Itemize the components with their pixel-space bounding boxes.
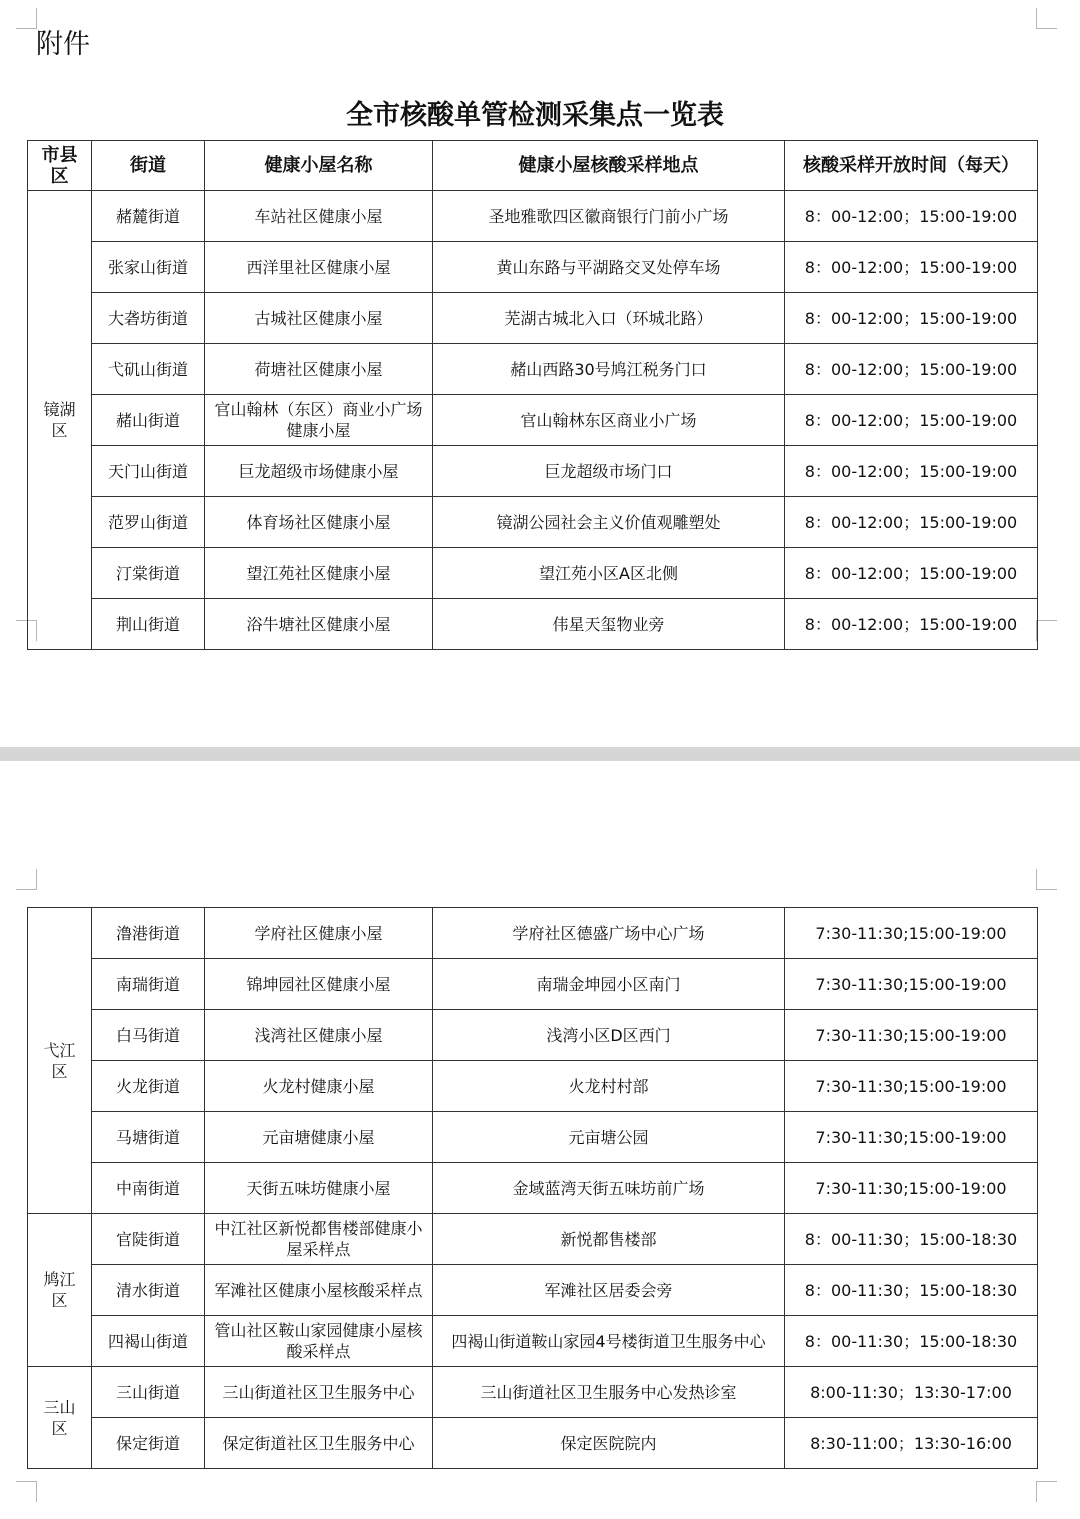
- table-row: [28, 1214, 1038, 1265]
- hut-name-cell: 中江社区新悦都售楼部健康小屋采样点: [205, 1214, 433, 1265]
- location-cell: 巨龙超级市场门口: [433, 446, 785, 497]
- attachment-label: 附件: [36, 29, 90, 60]
- sampling-points-table: [27, 140, 1038, 650]
- location-cell: 新悦都售楼部: [433, 1214, 785, 1265]
- hours-cell: 8：00-12:00；15:00-19:00: [785, 548, 1038, 599]
- street-cell: 澛港街道: [92, 908, 205, 959]
- street-cell: 荆山街道: [92, 599, 205, 650]
- table-row: [28, 1265, 1038, 1316]
- location-cell: 火龙村村部: [433, 1061, 785, 1112]
- hut-name-cell: 官山翰林（东区）商业小广场健康小屋: [205, 395, 433, 446]
- page-separator: [0, 747, 1080, 761]
- hut-name-cell: 军滩社区健康小屋核酸采样点: [205, 1265, 433, 1316]
- street-cell: 弋矶山街道: [92, 344, 205, 395]
- table-row: [28, 908, 1038, 959]
- street-cell: 汀棠街道: [92, 548, 205, 599]
- street-cell: 中南街道: [92, 1163, 205, 1214]
- hours-cell: 8：00-12:00；15:00-19:00: [785, 446, 1038, 497]
- street-cell: 赭山街道: [92, 395, 205, 446]
- header-hut-name: 健康小屋名称: [205, 141, 433, 191]
- table-row: [28, 446, 1038, 497]
- hut-name-cell: 体育场社区健康小屋: [205, 497, 433, 548]
- street-cell: 张家山街道: [92, 242, 205, 293]
- location-cell: 芜湖古城北入口（环城北路）: [433, 293, 785, 344]
- sampling-points-table-continued: [27, 907, 1038, 1469]
- header-street: 街道: [92, 141, 205, 191]
- street-cell: 范罗山街道: [92, 497, 205, 548]
- hut-name-cell: 巨龙超级市场健康小屋: [205, 446, 433, 497]
- hut-name-cell: 学府社区健康小屋: [205, 908, 433, 959]
- location-cell: 保定医院院内: [433, 1418, 785, 1469]
- hours-cell: 8:00-11:30；13:30-17:00: [785, 1367, 1038, 1418]
- table-row: [28, 1418, 1038, 1469]
- hours-cell: 8：00-12:00；15:00-19:00: [785, 497, 1038, 548]
- hut-name-cell: 荷塘社区健康小屋: [205, 344, 433, 395]
- hut-name-cell: 三山街道社区卫生服务中心: [205, 1367, 433, 1418]
- street-cell: 清水街道: [92, 1265, 205, 1316]
- district-cell: 三山区: [28, 1367, 92, 1469]
- hours-cell: 8：00-12:00；15:00-19:00: [785, 344, 1038, 395]
- street-cell: 马塘街道: [92, 1112, 205, 1163]
- hours-cell: 8：00-11:30；15:00-18:30: [785, 1265, 1038, 1316]
- hours-cell: 8：00-12:00；15:00-19:00: [785, 395, 1038, 446]
- hut-name-cell: 锦坤园社区健康小屋: [205, 959, 433, 1010]
- hut-name-cell: 火龙村健康小屋: [205, 1061, 433, 1112]
- location-cell: 伟星天玺物业旁: [433, 599, 785, 650]
- location-cell: 官山翰林东区商业小广场: [433, 395, 785, 446]
- hut-name-cell: 天街五味坊健康小屋: [205, 1163, 433, 1214]
- hours-cell: 8：00-12:00；15:00-19:00: [785, 191, 1038, 242]
- table-body-page-2: [28, 908, 1038, 1469]
- table-row: [28, 1010, 1038, 1061]
- hut-name-cell: 望江苑社区健康小屋: [205, 548, 433, 599]
- table-row: [28, 1163, 1038, 1214]
- street-cell: 三山街道: [92, 1367, 205, 1418]
- district-cell: 镜湖区: [28, 191, 92, 650]
- table-body-page-1: [28, 191, 1038, 650]
- table-row: [28, 497, 1038, 548]
- table-row: [28, 959, 1038, 1010]
- table-row: [28, 1316, 1038, 1367]
- location-cell: 望江苑小区A区北侧: [433, 548, 785, 599]
- location-cell: 四褐山街道鞍山家园4号楼街道卫生服务中心: [433, 1316, 785, 1367]
- table-row: [28, 242, 1038, 293]
- document-page-1: [0, 0, 1080, 747]
- table-row: [28, 293, 1038, 344]
- hut-name-cell: 管山社区鞍山家园健康小屋核酸采样点: [205, 1316, 433, 1367]
- table-row: [28, 599, 1038, 650]
- hut-name-cell: 浅湾社区健康小屋: [205, 1010, 433, 1061]
- location-cell: 浅湾小区D区西门: [433, 1010, 785, 1061]
- table-row: [28, 191, 1038, 242]
- location-cell: 学府社区德盛广场中心广场: [433, 908, 785, 959]
- header-location: 健康小屋核酸采样地点: [433, 141, 785, 191]
- district-cell: 弋江区: [28, 908, 92, 1214]
- document-title: 全市核酸单管检测采集点一览表: [346, 100, 724, 131]
- hours-cell: 7:30-11:30;15:00-19:00: [785, 908, 1038, 959]
- location-cell: 赭山西路30号鸠江税务门口: [433, 344, 785, 395]
- street-cell: 大砻坊街道: [92, 293, 205, 344]
- location-cell: 圣地雅歌四区徽商银行门前小广场: [433, 191, 785, 242]
- header-district: 市县区: [28, 141, 92, 191]
- hut-name-cell: 保定街道社区卫生服务中心: [205, 1418, 433, 1469]
- street-cell: 天门山街道: [92, 446, 205, 497]
- location-cell: 三山街道社区卫生服务中心发热诊室: [433, 1367, 785, 1418]
- location-cell: 镜湖公园社会主义价值观雕塑处: [433, 497, 785, 548]
- table-row: [28, 1112, 1038, 1163]
- location-cell: 金域蓝湾天街五味坊前广场: [433, 1163, 785, 1214]
- crop-mark-icon: [1036, 8, 1057, 29]
- location-cell: 黄山东路与平湖路交叉处停车场: [433, 242, 785, 293]
- street-cell: 四褐山街道: [92, 1316, 205, 1367]
- hours-cell: 7:30-11:30;15:00-19:00: [785, 959, 1038, 1010]
- hours-cell: 8：00-12:00；15:00-19:00: [785, 599, 1038, 650]
- street-cell: 保定街道: [92, 1418, 205, 1469]
- hours-cell: 7:30-11:30;15:00-19:00: [785, 1061, 1038, 1112]
- header-hours: 核酸采样开放时间（每天）: [785, 141, 1038, 191]
- table-row: [28, 1367, 1038, 1418]
- hours-cell: 7:30-11:30;15:00-19:00: [785, 1010, 1038, 1061]
- street-cell: 白马街道: [92, 1010, 205, 1061]
- hut-name-cell: 车站社区健康小屋: [205, 191, 433, 242]
- crop-mark-icon: [1036, 1481, 1057, 1502]
- hut-name-cell: 浴牛塘社区健康小屋: [205, 599, 433, 650]
- hours-cell: 8:30-11:00；13:30-16:00: [785, 1418, 1038, 1469]
- hours-cell: 8：00-12:00；15:00-19:00: [785, 293, 1038, 344]
- crop-mark-icon: [1036, 869, 1057, 890]
- hut-name-cell: 西洋里社区健康小屋: [205, 242, 433, 293]
- crop-mark-icon: [16, 869, 37, 890]
- hours-cell: 8：00-11:30；15:00-18:30: [785, 1214, 1038, 1265]
- table-header-row: [28, 141, 1038, 191]
- hours-cell: 8：00-11:30；15:00-18:30: [785, 1316, 1038, 1367]
- crop-mark-icon: [1036, 620, 1057, 641]
- hours-cell: 7:30-11:30;15:00-19:00: [785, 1112, 1038, 1163]
- location-cell: 元亩塘公园: [433, 1112, 785, 1163]
- table-row: [28, 1061, 1038, 1112]
- location-cell: 南瑞金坤园小区南门: [433, 959, 785, 1010]
- hours-cell: 8：00-12:00；15:00-19:00: [785, 242, 1038, 293]
- table-row: [28, 548, 1038, 599]
- crop-mark-icon: [16, 1481, 37, 1502]
- table-row: [28, 395, 1038, 446]
- hut-name-cell: 古城社区健康小屋: [205, 293, 433, 344]
- street-cell: 南瑞街道: [92, 959, 205, 1010]
- location-cell: 军滩社区居委会旁: [433, 1265, 785, 1316]
- street-cell: 火龙街道: [92, 1061, 205, 1112]
- hours-cell: 7:30-11:30;15:00-19:00: [785, 1163, 1038, 1214]
- street-cell: 官陡街道: [92, 1214, 205, 1265]
- district-cell: 鸠江区: [28, 1214, 92, 1367]
- table-row: [28, 344, 1038, 395]
- crop-mark-icon: [16, 8, 37, 29]
- hut-name-cell: 元亩塘健康小屋: [205, 1112, 433, 1163]
- street-cell: 赭麓街道: [92, 191, 205, 242]
